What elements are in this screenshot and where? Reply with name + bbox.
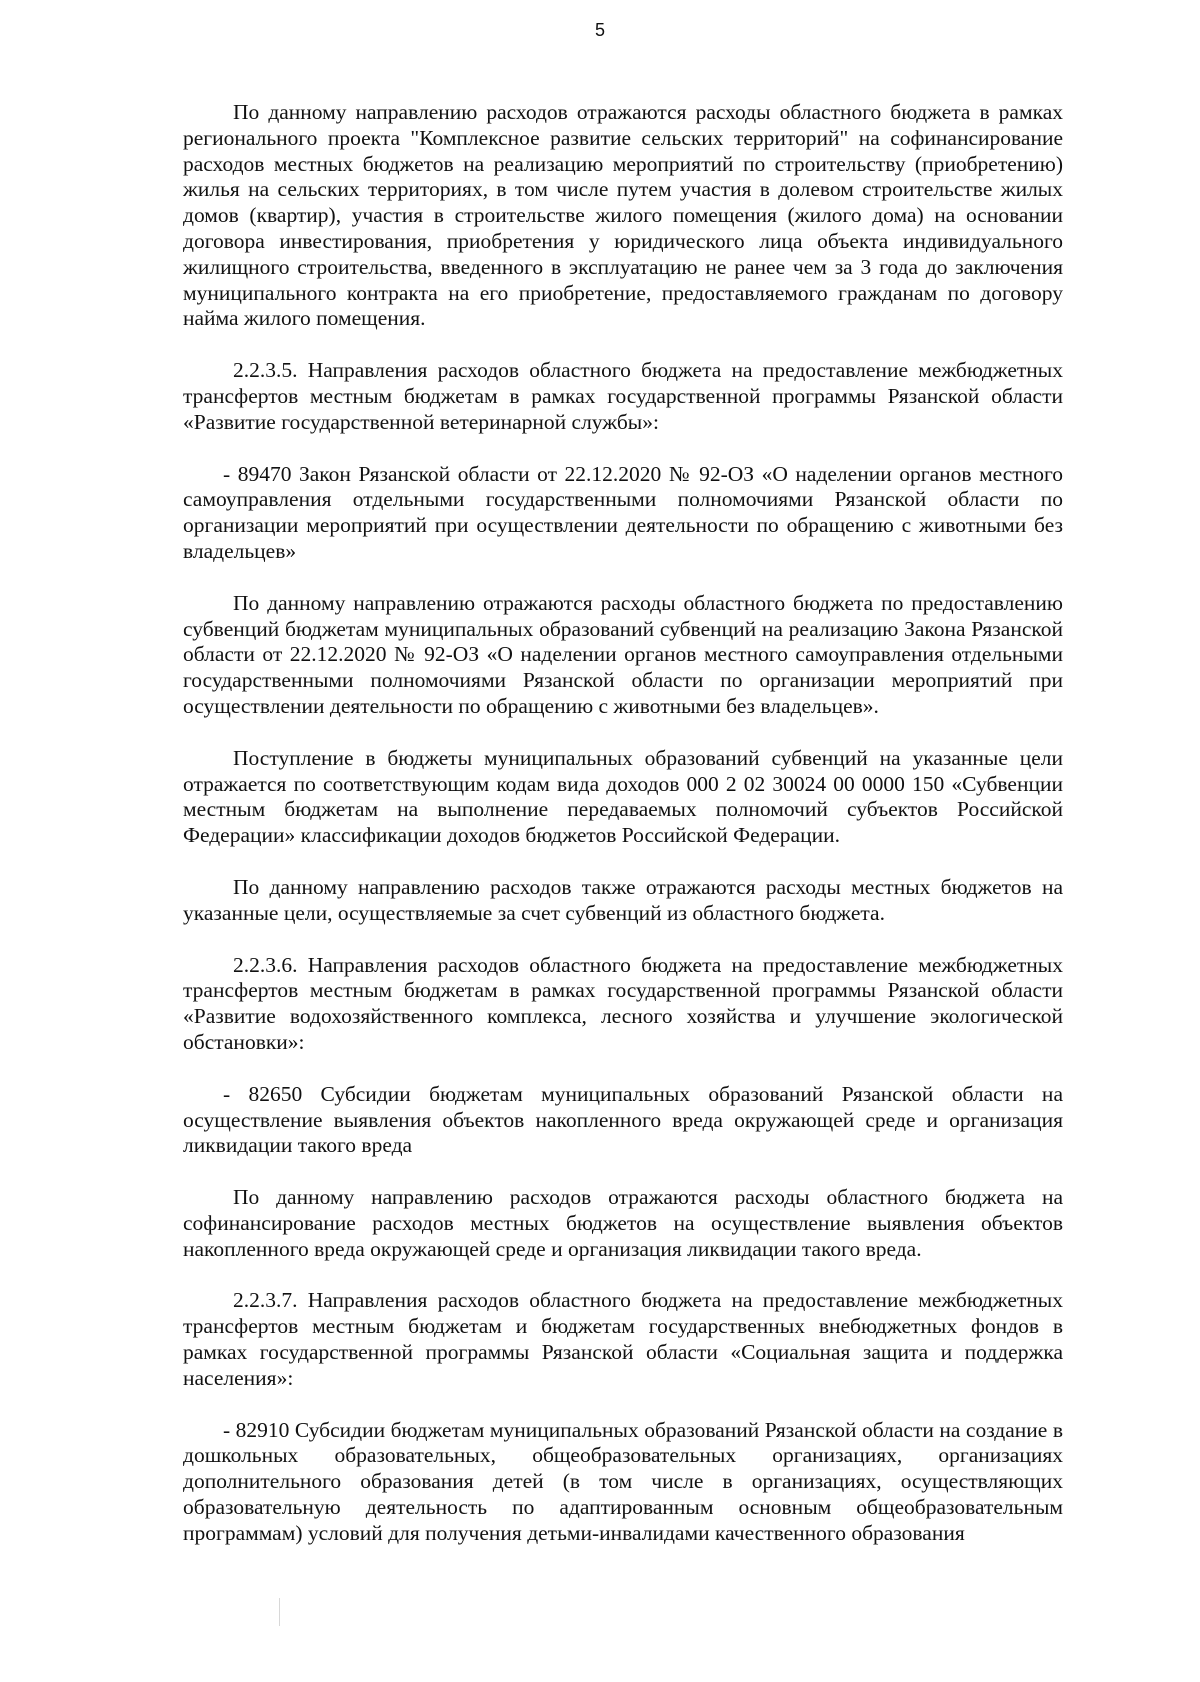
page-number: 5 [594, 20, 605, 40]
scan-artifact-line [279, 1598, 280, 1626]
section-2-2-3-5-heading: 2.2.3.5. Направления расходов областного бюджета на предоставление межбюджетных трансфертов местным бюджетам в рамках государственной программы Рязанской области «Развитие государственной ветеринарной службы»: [183, 358, 1063, 434]
paragraph-local-budgets: По данному направлению расходов также отражаются расходы местных бюджетов на указанные цели, осуществляемые за счет субвенций из областного бюджета. [183, 874, 1063, 925]
document-body [183, 100, 1063, 1573]
paragraph-income-codes: Поступление в бюджеты муниципальных образований субвенций на указанные цели отражается по соответствующим кодам вида доходов 000 2 02 30024 00 0000 150 «Субвенции местным бюджетам на выполнение передаваемых полномочий субъектов Российской Федерации» классификации доходов бюджетов Российской Федерации. [183, 745, 1063, 848]
list-item-82650: - 82650 Субсидии бюджетам муниципальных образований Рязанской области на осуществление выявления объектов накопленного вреда окружающей среде и организация ликвидации такого вреда [183, 1081, 1063, 1158]
list-item-89470: - 89470 Закон Рязанской области от 22.12.2020 № 92-ОЗ «О наделении органов местного самоуправления отдельными государственными полномочиями Рязанской области по организации мероприятий при осуществлении деятельности по обращению с животными без владельцев» [183, 461, 1063, 563]
paragraph-regional-project: По данному направлению расходов отражаются расходы областного бюджета в рамках регионального проекта "Комплексное развитие сельских территорий" на софинансирование расходов местных бюджетов на реализацию мероприятий по строительству (приобретению) жилья на сельских территориях, в том числе путем участия в долевом строительстве жилых домов (квартир), участия в строительстве жилого помещения (жилого дома) на основании договора инвестирования, приобретения у юридического лица объекта индивидуального жилищного строительства, введенного в эксплуатацию не ранее чем за 3 года до заключения муниципального контракта на его приобретение, предоставляемого гражданам по договору найма жилого помещения. [183, 100, 1063, 331]
section-2-2-3-6-heading: 2.2.3.6. Направления расходов областного бюджета на предоставление межбюджетных трансфертов местным бюджетам в рамках государственной программы Рязанской области «Развитие водохозяйственного комплекса, лесного хозяйства и улучшение экологической обстановки»: [183, 952, 1063, 1054]
section-2-2-3-7-heading: 2.2.3.7. Направления расходов областного бюджета на предоставление межбюджетных трансфертов местным бюджетам и бюджетам государственных внебюджетных фондов в рамках государственной программы Рязанской области «Социальная защита и поддержка населения»: [183, 1288, 1063, 1390]
paragraph-cofinancing: По данному направлению расходов отражаются расходы областного бюджета на софинансирование расходов местных бюджетов на осуществление выявления объектов накопленного вреда окружающей среде и организация ликвидации такого вреда. [183, 1185, 1063, 1261]
paragraph-subventions: По данному направлению отражаются расходы областного бюджета по предоставлению субвенций бюджетам муниципальных образований субвенций на реализацию Закона Рязанской области от 22.12.2020 № 92-ОЗ «О наделении органов местного самоуправления отдельными государственными полномочиями Рязанской области по организации мероприятий при осуществлении деятельности по обращению с животными без владельцев». [183, 590, 1063, 718]
list-item-82910: - 82910 Субсидии бюджетам муниципальных образований Рязанской области на создание в дошкольных образовательных, общеобразовательных организациях, организациях дополнительного образования детей (в том числе в организациях, осуществляющих образовательную деятельность по адаптированным основным общеобразовательным программам) условий для получения детьми-инвалидами качественного образования [183, 1417, 1063, 1545]
